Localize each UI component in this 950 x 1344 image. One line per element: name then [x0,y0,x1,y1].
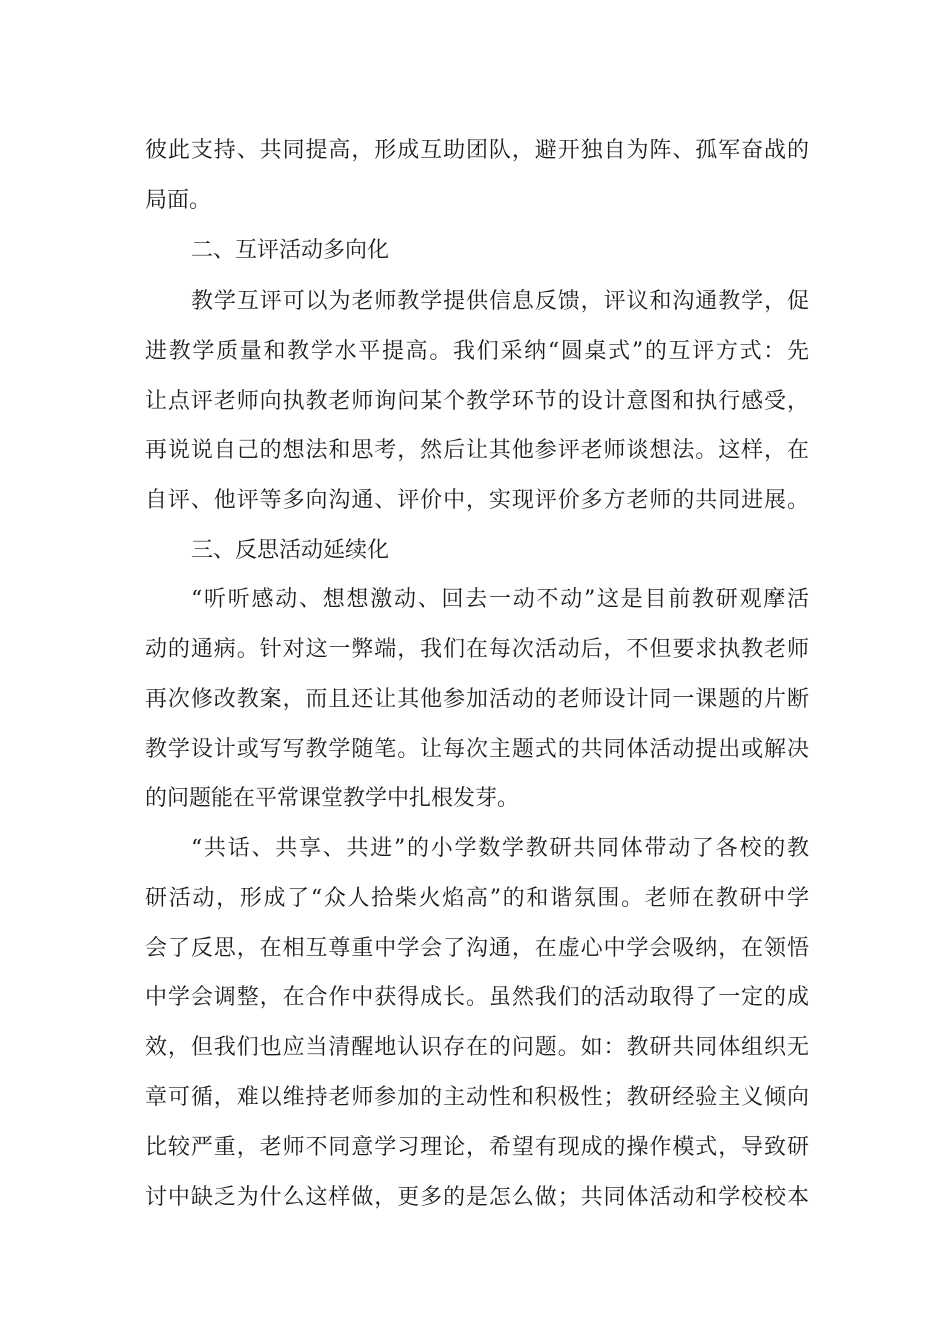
text-line: 的问题能在平常课堂教学中扎根发芽。 [145,786,520,811]
text-line: 研活动，形成了“众人拾柴火焰高”的和谐氛围。老师在教研中学 [145,886,809,911]
text-line: 效，但我们也应当清醒地认识存在的问题。如：教研共同体组织无 [145,1035,809,1060]
text-line: 中学会调整，在合作中获得成长。虽然我们的活动取得了一定的成 [145,985,809,1010]
section-heading: 三、反思活动延续化 [191,538,390,563]
text-line: 彼此支持、共同提高，形成互助团队，避开独自为阵、孤军奋战的 [145,138,809,163]
text-line: 教学设计或写写教学随笔。让每次主题式的共同体活动提出或解决 [145,737,809,762]
text-line: 局面。 [145,188,212,213]
text-line: 自评、他评等多向沟通、评价中，实现评价多方老师的共同进展。 [145,488,809,513]
text-line: 再次修改教案，而且还让其他参加活动的老师设计同一课题的片断 [145,687,809,712]
section-heading: 二、互评活动多向化 [191,238,390,263]
text-line: 会了反思，在相互尊重中学会了沟通，在虚心中学会吸纳，在领悟 [145,936,809,961]
text-line: “共话、共享、共进”的小学数学教研共同体带动了各校的教 [191,836,809,861]
text-line: 进教学质量和教学水平提高。我们采纳“圆桌式”的互评方式：先 [145,339,809,364]
text-line: 讨中缺乏为什么这样做，更多的是怎么做；共同体活动和学校校本 [145,1185,809,1210]
text-line: 章可循，难以维持老师参加的主动性和积极性；教研经验主义倾向 [145,1085,809,1110]
text-line: 再说说自己的想法和思考，然后让其他参评老师谈想法。这样，在 [145,438,809,463]
text-line: 教学互评可以为老师教学提供信息反馈，评议和沟通教学，促 [191,289,809,314]
text-line: “听听感动、想想激动、回去一动不动”这是目前教研观摩活 [191,587,809,612]
text-line: 比较严重，老师不同意学习理论，希望有现成的操作模式，导致研 [145,1135,809,1160]
text-line: 动的通病。针对这一弊端，我们在每次活动后，不但要求执教老师 [145,637,809,662]
text-line: 让点评老师向执教老师询问某个教学环节的设计意图和执行感受， [145,389,809,414]
